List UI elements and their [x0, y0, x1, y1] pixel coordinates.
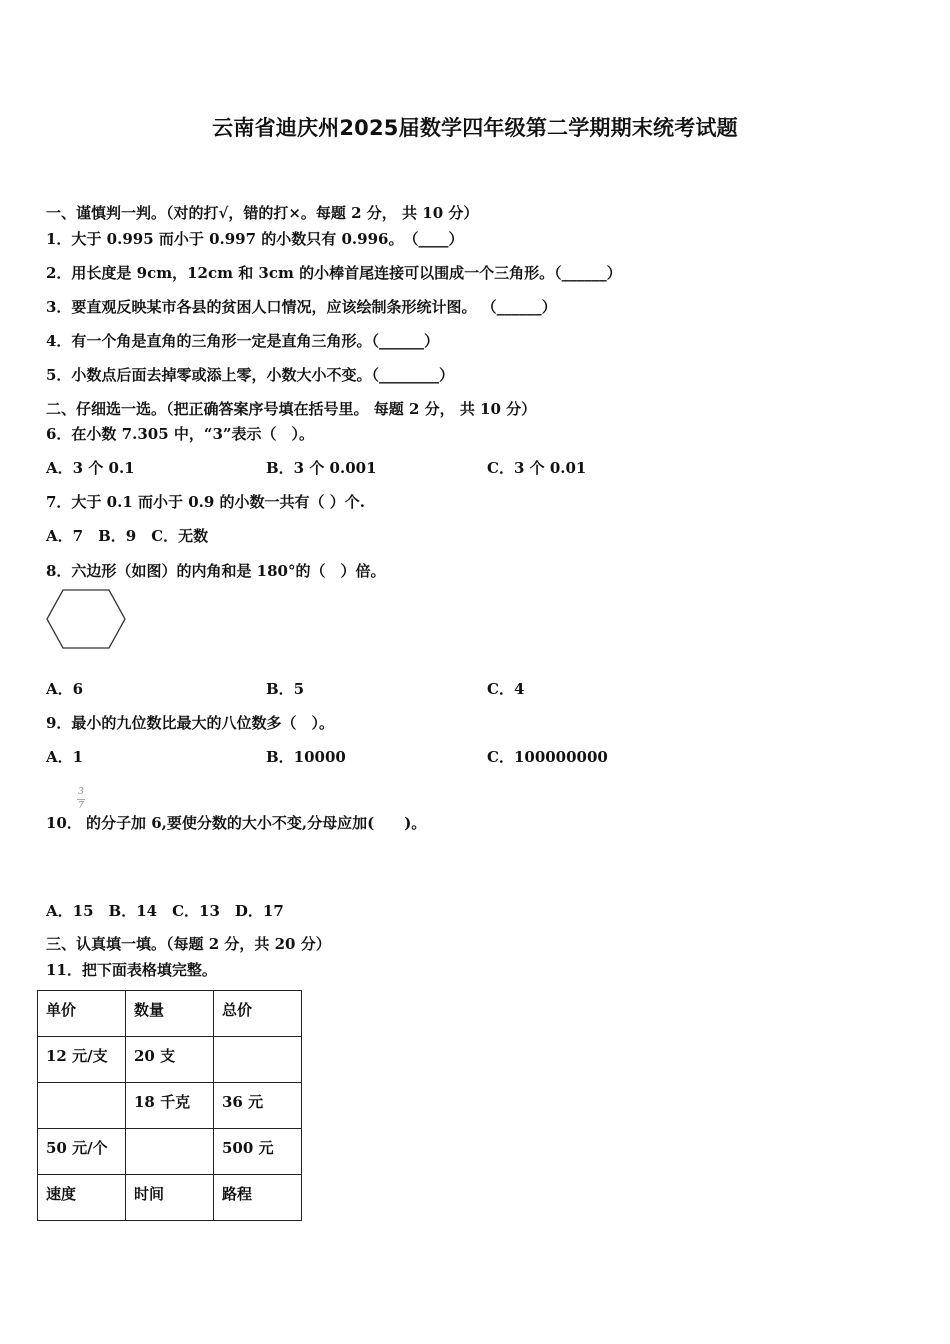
question-5: 5．小数点后面去掉零或添上零，小数大小不变。（________） — [46, 366, 454, 384]
section-2-heading: 二、仔细选一选。（把正确答案序号填在括号里。 每题 2 分， 共 10 分） — [46, 400, 537, 418]
fraction-numerator: 3 — [78, 787, 84, 797]
price-table — [37, 990, 302, 1221]
q6-option-b: B．3 个 0.001 — [266, 459, 377, 477]
question-7-stem: 7．大于 0.1 而小于 0.9 的小数一共有（ ）个. — [46, 493, 365, 511]
q9-option-b: B．10000 — [266, 748, 346, 766]
table-cell: 12 元/支 — [38, 1037, 126, 1083]
table-cell: 18 千克 — [126, 1083, 214, 1129]
page-title: 云南省迪庆州2025届数学四年级第二学期期末统考试题 — [212, 116, 738, 140]
table-cell: 路程 — [214, 1175, 302, 1221]
fraction-image — [77, 787, 85, 812]
table-cell: 20 支 — [126, 1037, 214, 1083]
table-cell — [38, 1083, 126, 1129]
fraction-denominator: 7 — [78, 801, 84, 811]
hexagon-figure — [44, 588, 128, 652]
table-cell: 速度 — [38, 1175, 126, 1221]
table-cell: 500 元 — [214, 1129, 302, 1175]
table-cell: 36 元 — [214, 1083, 302, 1129]
table-row — [38, 1083, 302, 1129]
table-cell — [214, 1037, 302, 1083]
question-8-stem: 8．六边形（如图）的内角和是 180°的（ ）倍。 — [46, 562, 386, 580]
table-row — [38, 1037, 302, 1083]
question-6-stem: 6．在小数 7.305 中，“3”表示（ ）。 — [46, 425, 315, 443]
table-cell: 单价 — [38, 991, 126, 1037]
question-1: 1．大于 0.995 而小于 0.997 的小数只有 0.996。 （____） — [46, 230, 464, 248]
table-cell: 时间 — [126, 1175, 214, 1221]
table-row — [38, 1175, 302, 1221]
table-cell: 数量 — [126, 991, 214, 1037]
q10-options: A．15 B．14 C．13 D．17 — [46, 902, 284, 920]
section-3-heading: 三、认真填一填。（每题 2 分，共 20 分） — [46, 935, 331, 953]
q9-option-a: A．1 — [46, 748, 84, 766]
q6-option-a: A．3 个 0.1 — [46, 459, 135, 477]
table-row — [38, 1129, 302, 1175]
table-cell — [126, 1129, 214, 1175]
table-cell: 50 元/个 — [38, 1129, 126, 1175]
q8-option-c: C．4 — [487, 680, 525, 698]
question-9-stem: 9．最小的九位数比最大的八位数多（ ）。 — [46, 714, 334, 732]
question-2: 2．用长度是 9cm，12cm 和 3cm 的小棒首尾连接可以围成一个三角形。（______） — [46, 264, 622, 282]
table-cell: 总价 — [214, 991, 302, 1037]
question-3: 3．要直观反映某市各县的贫困人口情况，应该绘制条形统计图。 （______） — [46, 298, 557, 316]
q7-options: A．7 B．9 C．无数 — [46, 527, 209, 545]
q8-option-b: B．5 — [266, 680, 305, 698]
question-4: 4．有一个角是直角的三角形一定是直角三角形。（______） — [46, 332, 439, 350]
table-row — [38, 991, 302, 1037]
question-11-stem: 11．把下面表格填完整。 — [46, 961, 217, 979]
question-10-stem: 的分子加 6,要使分数的大小不变,分母应加( )。 — [86, 814, 427, 832]
q9-option-c: C．100000000 — [487, 748, 608, 766]
q6-option-c: C．3 个 0.01 — [487, 459, 587, 477]
q8-option-a: A．6 — [46, 680, 84, 698]
question-10-number: 10． — [46, 814, 82, 832]
section-1-heading: 一、谨慎判一判。（对的打√，错的打×。每题 2 分， 共 10 分） — [46, 204, 479, 222]
